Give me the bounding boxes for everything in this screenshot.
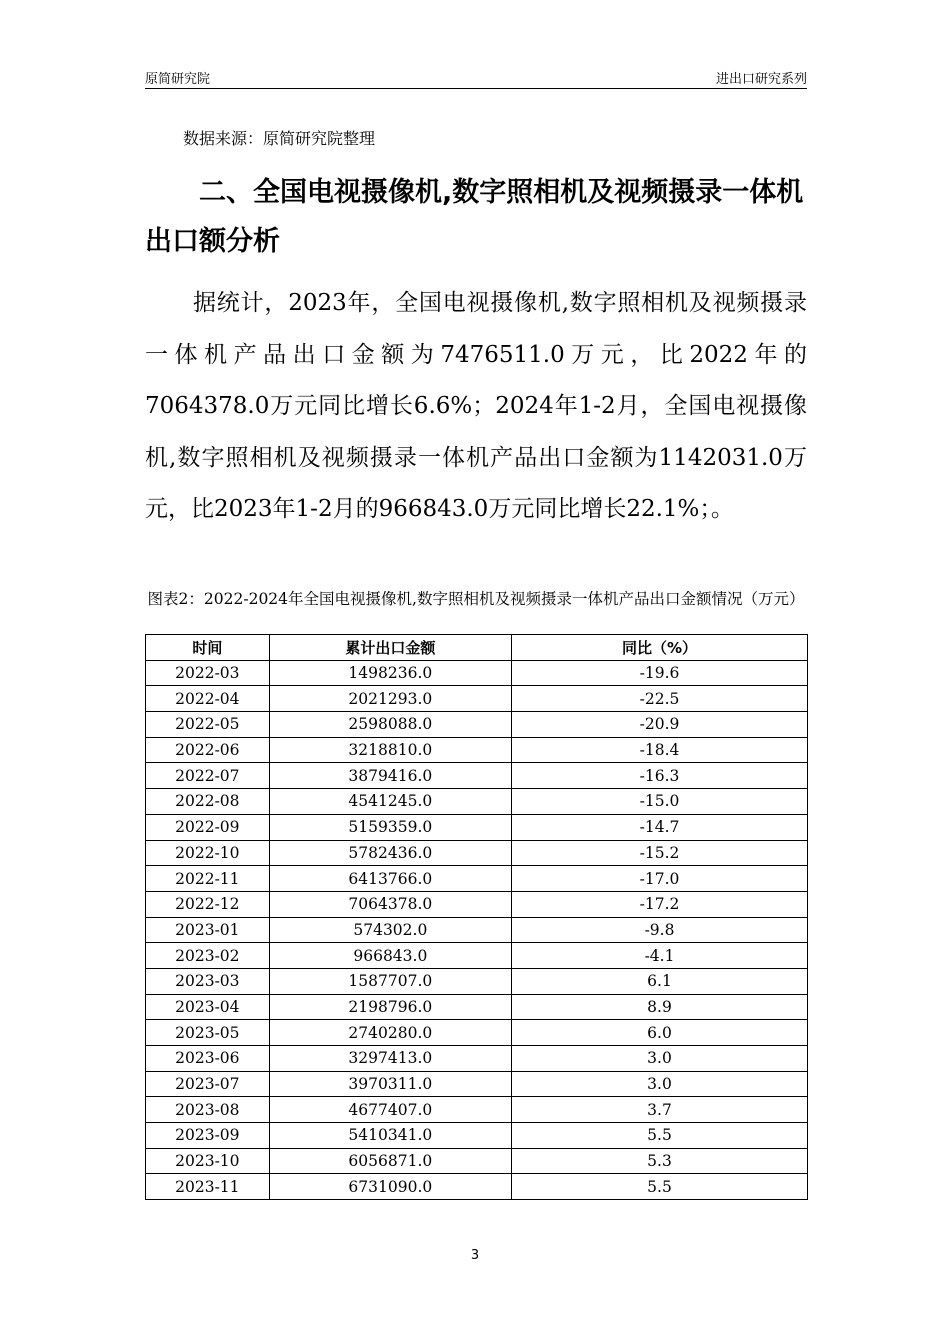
cell-amount: 5782436.0 — [269, 840, 511, 866]
cell-yoy: -16.3 — [512, 763, 808, 789]
cell-time: 2022-03 — [146, 660, 270, 686]
table-row — [146, 1123, 808, 1149]
cell-yoy: 3.7 — [512, 1097, 808, 1123]
cell-yoy: 8.9 — [512, 994, 808, 1020]
page-header — [145, 62, 807, 89]
cell-yoy: -9.8 — [512, 917, 808, 943]
table-row — [146, 789, 808, 815]
cell-amount: 6413766.0 — [269, 866, 511, 892]
cell-time: 2022-09 — [146, 814, 270, 840]
table-row — [146, 917, 808, 943]
cell-time: 2023-02 — [146, 943, 270, 969]
cell-yoy: 5.5 — [512, 1174, 808, 1200]
cell-time: 2022-11 — [146, 866, 270, 892]
cell-amount: 574302.0 — [269, 917, 511, 943]
cell-amount: 2598088.0 — [269, 712, 511, 738]
cell-amount: 5159359.0 — [269, 814, 511, 840]
cell-amount: 1587707.0 — [269, 968, 511, 994]
table-row — [146, 1174, 808, 1200]
cell-time: 2023-08 — [146, 1097, 270, 1123]
cell-yoy: 3.0 — [512, 1071, 808, 1097]
cell-yoy: -22.5 — [512, 686, 808, 712]
cell-yoy: -17.2 — [512, 891, 808, 917]
cell-amount: 966843.0 — [269, 943, 511, 969]
cell-amount: 2740280.0 — [269, 1020, 511, 1046]
cell-amount: 6056871.0 — [269, 1148, 511, 1174]
cell-yoy: -4.1 — [512, 943, 808, 969]
cell-yoy: -17.0 — [512, 866, 808, 892]
cell-yoy: -15.0 — [512, 789, 808, 815]
table-row — [146, 1046, 808, 1072]
table-row — [146, 994, 808, 1020]
table-row — [146, 968, 808, 994]
cell-amount: 5410341.0 — [269, 1123, 511, 1149]
cell-time: 2023-05 — [146, 1020, 270, 1046]
cell-amount: 4541245.0 — [269, 789, 511, 815]
header-series-name: 进出口研究系列 — [715, 72, 807, 87]
cell-yoy: -14.7 — [512, 814, 808, 840]
page-number: 3 — [470, 1248, 480, 1263]
cell-amount: 1498236.0 — [269, 660, 511, 686]
data-source-note: 数据来源：原简研究院整理 — [183, 129, 376, 148]
cell-amount: 3297413.0 — [269, 1046, 511, 1072]
cell-amount: 6731090.0 — [269, 1174, 511, 1200]
cell-time: 2023-07 — [146, 1071, 270, 1097]
table-row — [146, 1020, 808, 1046]
section-title: 二、全国电视摄像机,数字照相机及视频摄录一体机出口额分析 — [145, 177, 804, 257]
cell-amount: 3970311.0 — [269, 1071, 511, 1097]
cell-yoy: 5.5 — [512, 1123, 808, 1149]
table-row — [146, 1148, 808, 1174]
export-data-table — [145, 634, 808, 1200]
table-row — [146, 891, 808, 917]
cell-time: 2022-07 — [146, 763, 270, 789]
table-row — [146, 1097, 808, 1123]
cell-amount: 3879416.0 — [269, 763, 511, 789]
cell-yoy: -18.4 — [512, 737, 808, 763]
table-body — [146, 660, 808, 1199]
cell-time: 2023-04 — [146, 994, 270, 1020]
cell-yoy: 3.0 — [512, 1046, 808, 1072]
table-row — [146, 840, 808, 866]
cell-time: 2023-03 — [146, 968, 270, 994]
table-caption: 图表2：2022-2024年全国电视摄像机,数字照相机及视频摄录一体机产品出口金额情况（万元） — [147, 590, 805, 608]
header-org-name: 原简研究院 — [145, 72, 211, 87]
cell-yoy: 5.3 — [512, 1148, 808, 1174]
table-row — [146, 737, 808, 763]
cell-yoy: -15.2 — [512, 840, 808, 866]
table-row — [146, 763, 808, 789]
cell-time: 2023-10 — [146, 1148, 270, 1174]
cell-time: 2023-11 — [146, 1174, 270, 1200]
column-header-time: 时间 — [146, 635, 270, 661]
table-row — [146, 1071, 808, 1097]
table-row — [146, 686, 808, 712]
cell-yoy: 6.1 — [512, 968, 808, 994]
cell-yoy: -19.6 — [512, 660, 808, 686]
cell-time: 2022-05 — [146, 712, 270, 738]
table-row — [146, 943, 808, 969]
cell-yoy: 6.0 — [512, 1020, 808, 1046]
cell-time: 2022-04 — [146, 686, 270, 712]
cell-time: 2023-09 — [146, 1123, 270, 1149]
cell-time: 2022-10 — [146, 840, 270, 866]
cell-time: 2023-01 — [146, 917, 270, 943]
cell-time: 2023-06 — [146, 1046, 270, 1072]
cell-amount: 3218810.0 — [269, 737, 511, 763]
cell-time: 2022-12 — [146, 891, 270, 917]
table-header-row — [146, 635, 808, 661]
cell-amount: 7064378.0 — [269, 891, 511, 917]
column-header-yoy: 同比（%） — [512, 635, 808, 661]
cell-amount: 2198796.0 — [269, 994, 511, 1020]
body-paragraph: 据统计，2023年，全国电视摄像机,数字照相机及视频摄录一体机产品出口金额为7476511.0万元，比2022年的7064378.0万元同比增长6.6%；2024年1-2月，全国电视摄像机,数字照相机及视频摄录一体机产品出口金额为1142031.0万元，比2023年1-2月的966843.0万元同比增长22.1%；。 — [145, 290, 807, 522]
cell-yoy: -20.9 — [512, 712, 808, 738]
column-header-amount: 累计出口金额 — [269, 635, 511, 661]
table-row — [146, 866, 808, 892]
table-row — [146, 814, 808, 840]
cell-amount: 2021293.0 — [269, 686, 511, 712]
cell-time: 2022-06 — [146, 737, 270, 763]
cell-amount: 4677407.0 — [269, 1097, 511, 1123]
table-row — [146, 660, 808, 686]
cell-time: 2022-08 — [146, 789, 270, 815]
table-row — [146, 712, 808, 738]
